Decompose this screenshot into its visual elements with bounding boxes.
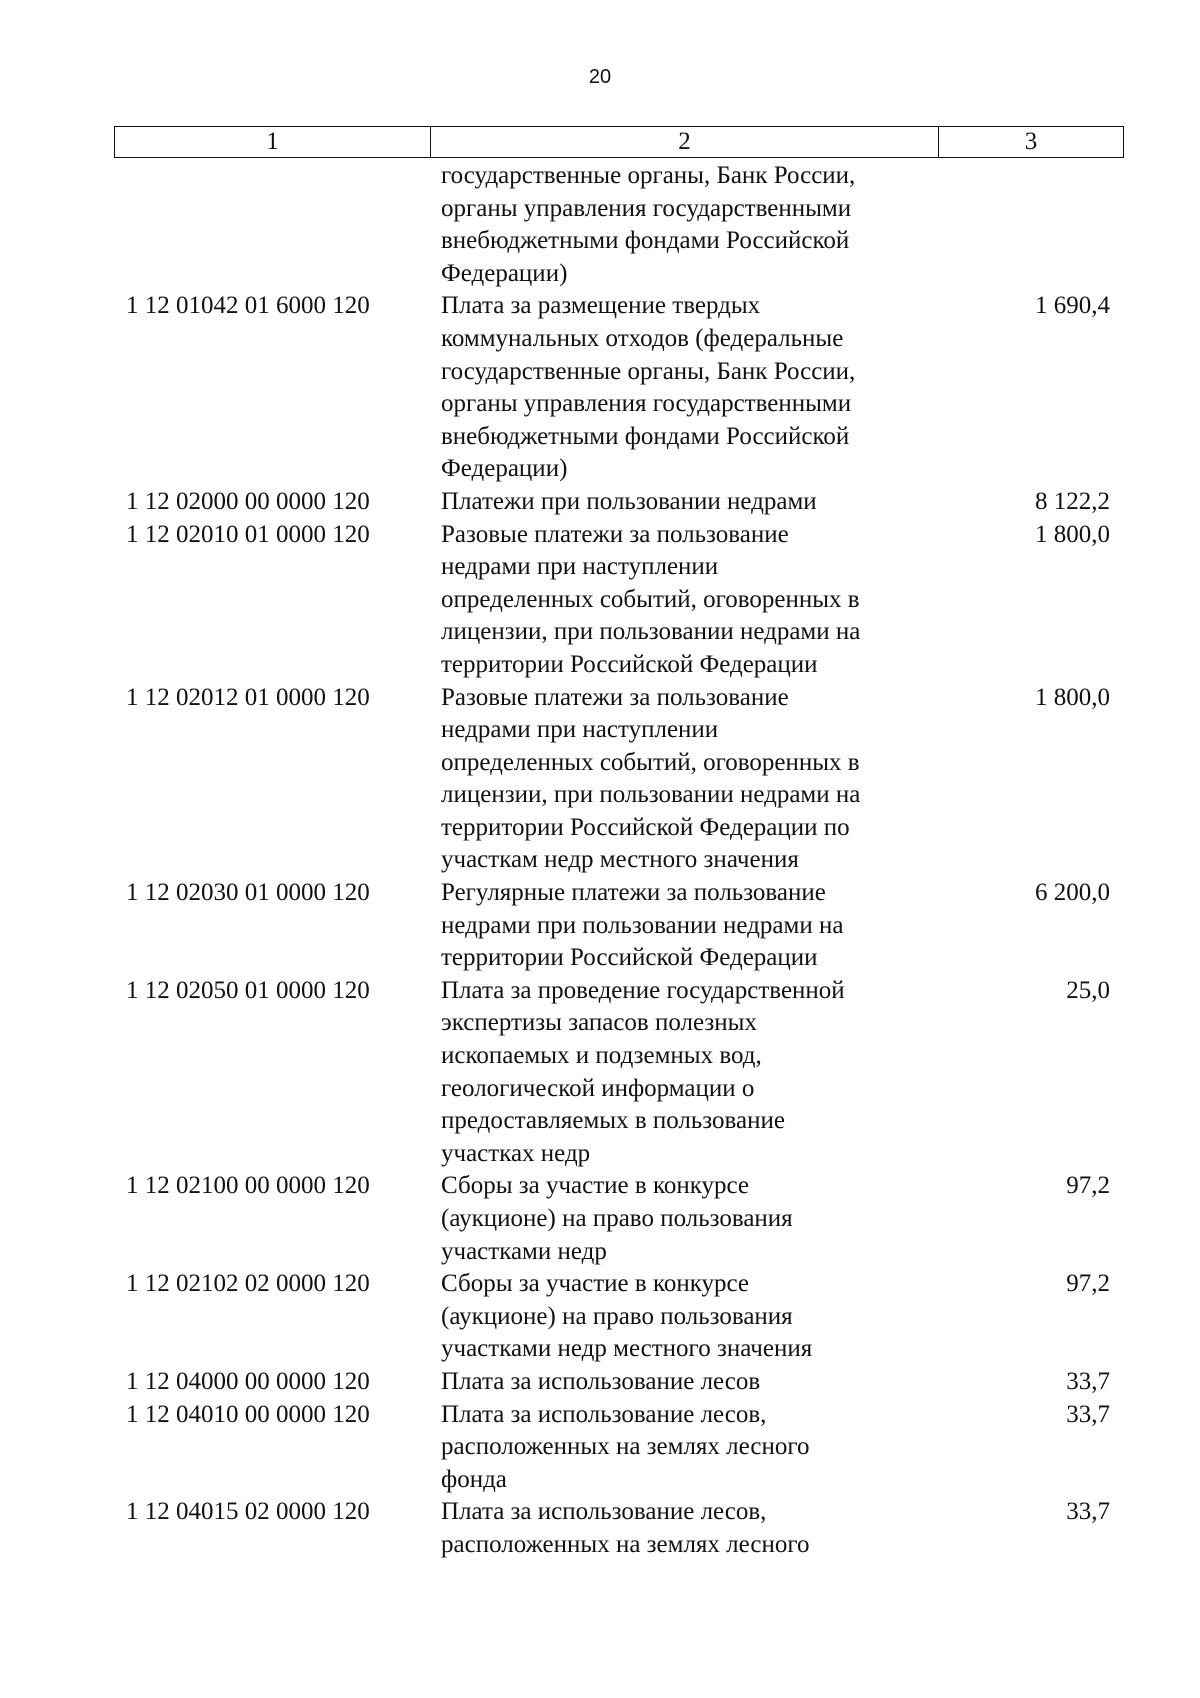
- row-description: [429, 1366, 936, 1399]
- row-code: [114, 160, 429, 290]
- row-amount: 8 122,2: [1035, 487, 1110, 515]
- table-header: [114, 126, 1124, 158]
- table-row: [114, 486, 1120, 519]
- description-line: Плата за использование лесов,: [441, 1400, 767, 1428]
- row-description: [429, 519, 936, 682]
- description-line: Разовые платежи за пользование: [441, 683, 789, 711]
- row-amount: 25,0: [1066, 976, 1110, 1004]
- table-row: [114, 160, 1120, 290]
- row-description: [429, 682, 936, 878]
- description-line: участками недр местного значения: [441, 1335, 813, 1363]
- description-line: недрами при наступлении: [441, 553, 719, 581]
- table-row: [114, 1496, 1120, 1561]
- description-line: Платежи при пользовании недрами: [441, 487, 817, 515]
- table-row: [114, 1366, 1120, 1399]
- row-description: [429, 486, 936, 519]
- table-body: [114, 160, 1120, 1562]
- description-line: участкам недр местного значения: [441, 846, 799, 874]
- header-column-3: 3: [939, 127, 1124, 158]
- description-line: Федерации): [441, 259, 568, 287]
- description-line: Плата за использование лесов: [441, 1367, 761, 1395]
- row-description: [429, 975, 936, 1171]
- page-number: 20: [588, 66, 612, 88]
- description-line: Плата за использование лесов,: [441, 1498, 767, 1526]
- row-description: [429, 290, 936, 486]
- description-line: геологической информации о: [441, 1074, 755, 1102]
- row-code: 1 12 02012 01 0000 120: [126, 683, 370, 711]
- description-line: расположенных на землях лесного: [441, 1433, 810, 1461]
- description-line: предоставляемых в пользование: [441, 1107, 785, 1135]
- table-row: [114, 877, 1120, 975]
- row-code: 1 12 02030 01 0000 120: [126, 879, 370, 907]
- table-row: [114, 1399, 1120, 1497]
- description-line: участками недр: [441, 1237, 607, 1265]
- description-line: Регулярные платежи за пользование: [441, 879, 826, 907]
- header-column-1: 1: [115, 127, 431, 158]
- row-description: [429, 1170, 936, 1268]
- row-amount: 6 200,0: [1035, 879, 1110, 907]
- row-amount: 1 800,0: [1035, 520, 1110, 548]
- description-line: государственные органы, Банк России,: [441, 162, 856, 189]
- description-line: территории Российской Федерации по: [441, 813, 850, 841]
- row-amount: 1 690,4: [1035, 292, 1110, 320]
- description-line: фонда: [441, 1465, 507, 1493]
- row-amount: 33,7: [1066, 1367, 1110, 1395]
- row-amount: 33,7: [1066, 1400, 1110, 1428]
- row-code: 1 12 02000 00 0000 120: [126, 487, 370, 515]
- row-code: 1 12 02050 01 0000 120: [126, 976, 370, 1004]
- description-line: органы управления государственными: [441, 390, 852, 418]
- table-row: [114, 519, 1120, 682]
- row-amount: 1 800,0: [1035, 683, 1110, 711]
- description-line: (аукционе) на право пользования: [441, 1302, 793, 1330]
- description-line: лицензии, при пользовании недрами на: [441, 618, 861, 646]
- row-description: [429, 1399, 936, 1497]
- table-row: [114, 1170, 1120, 1268]
- header-column-2: 2: [431, 127, 939, 158]
- row-code: 1 12 01042 01 6000 120: [126, 292, 370, 320]
- description-line: Плата за размещение твердых: [441, 292, 761, 320]
- row-description: [429, 1496, 936, 1561]
- row-amount: 97,2: [1066, 1172, 1110, 1200]
- row-code: 1 12 02102 02 0000 120: [126, 1270, 370, 1298]
- description-line: государственные органы, Банк России,: [441, 357, 856, 385]
- description-line: Сборы за участие в конкурсе: [441, 1172, 749, 1200]
- table-row: [114, 682, 1120, 878]
- row-code: 1 12 02100 00 0000 120: [126, 1172, 370, 1200]
- row-amount: [936, 160, 1120, 290]
- description-line: Разовые платежи за пользование: [441, 520, 789, 548]
- description-line: участках недр: [441, 1139, 591, 1167]
- row-description: [429, 1268, 936, 1366]
- description-line: внебюджетными фондами Российской: [441, 227, 850, 255]
- description-line: лицензии, при пользовании недрами на: [441, 781, 861, 809]
- description-line: территории Российской Федерации: [441, 944, 818, 972]
- table-row: [114, 975, 1120, 1171]
- description-line: коммунальных отходов (федеральные: [441, 324, 844, 352]
- description-line: территории Российской Федерации: [441, 650, 818, 678]
- row-description: [429, 160, 936, 290]
- description-line: расположенных на землях лесного: [441, 1530, 810, 1558]
- table-row: [114, 1268, 1120, 1366]
- description-line: органы управления государственными: [441, 194, 852, 222]
- description-line: недрами при наступлении: [441, 716, 719, 744]
- row-code: 1 12 04010 00 0000 120: [126, 1400, 370, 1428]
- row-amount: 97,2: [1066, 1270, 1110, 1298]
- row-description: [429, 877, 936, 975]
- description-line: Сборы за участие в конкурсе: [441, 1270, 749, 1298]
- description-line: Плата за проведение государственной: [441, 976, 845, 1004]
- description-line: определенных событий, оговоренных в: [441, 585, 860, 613]
- description-line: внебюджетными фондами Российской: [441, 422, 850, 450]
- row-code: 1 12 04000 00 0000 120: [126, 1367, 370, 1395]
- description-line: экспертизы запасов полезных: [441, 1009, 757, 1037]
- description-line: Федерации): [441, 455, 568, 483]
- row-code: 1 12 04015 02 0000 120: [126, 1498, 370, 1526]
- table-row: [114, 290, 1120, 486]
- row-amount: 33,7: [1066, 1498, 1110, 1526]
- row-code: 1 12 02010 01 0000 120: [126, 520, 370, 548]
- description-line: определенных событий, оговоренных в: [441, 748, 860, 776]
- description-line: недрами при пользовании недрами на: [441, 911, 844, 939]
- description-line: (аукционе) на право пользования: [441, 1205, 793, 1232]
- description-line: ископаемых и подземных вод,: [441, 1042, 762, 1070]
